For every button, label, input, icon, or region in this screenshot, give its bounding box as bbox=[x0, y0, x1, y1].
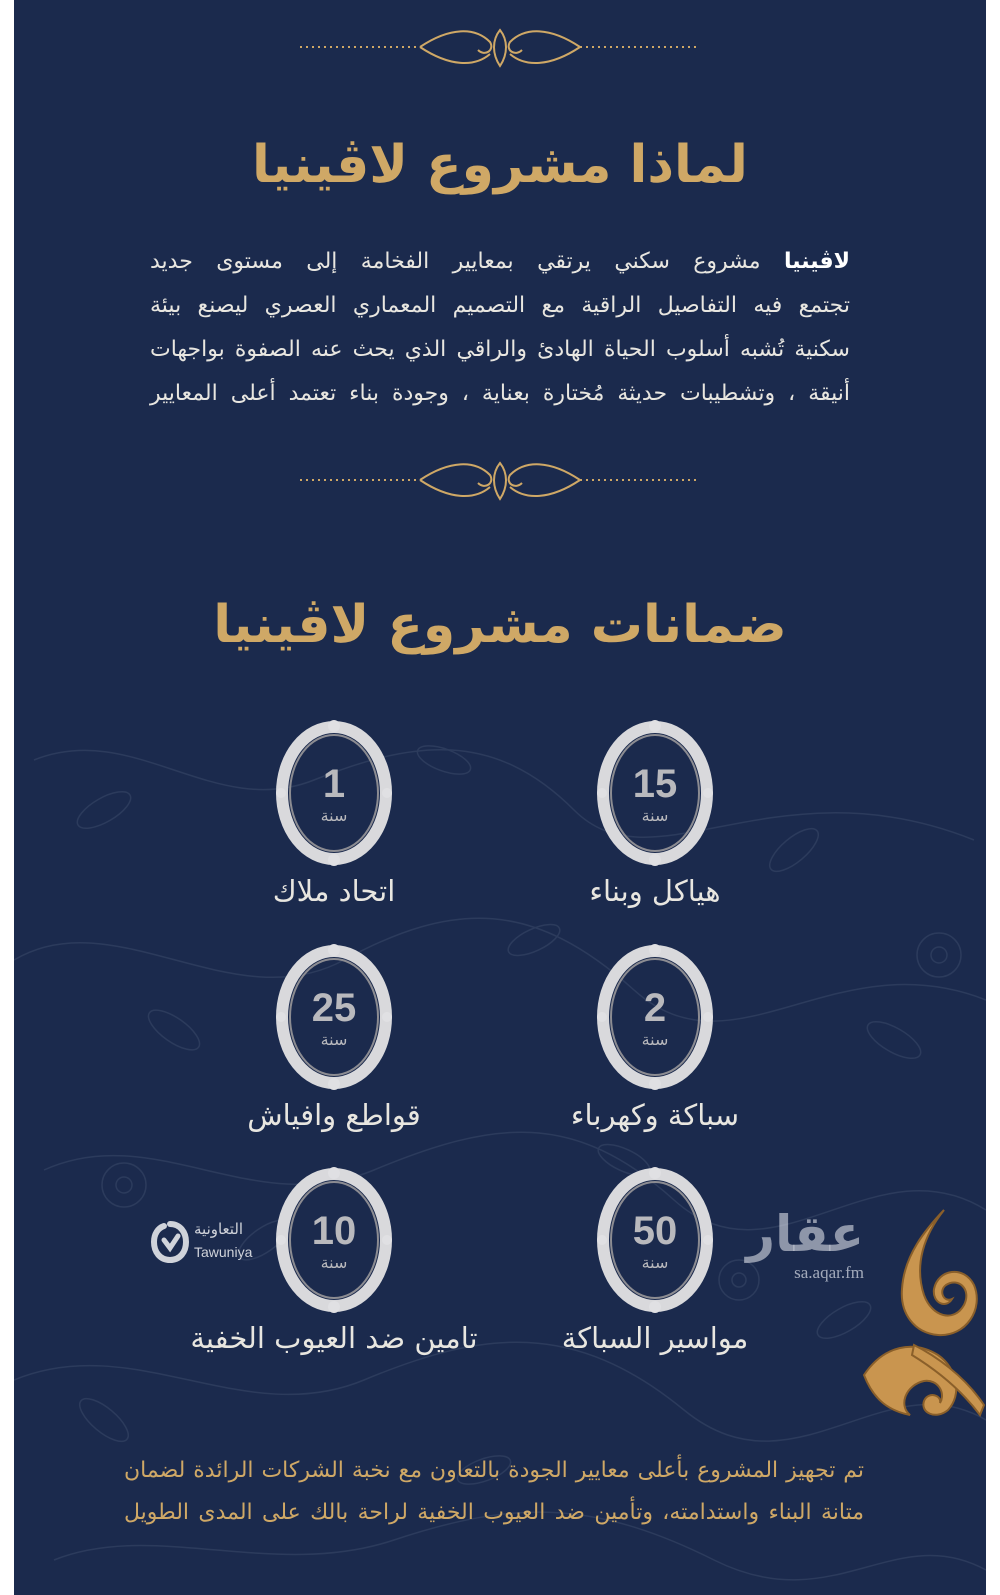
guarantee-unit: سنة bbox=[320, 1030, 348, 1049]
guarantee-unit: سنة bbox=[641, 1253, 669, 1272]
guarantee-item bbox=[505, 718, 805, 908]
guarantee-label: تامين ضد العيوب الخفية bbox=[190, 1321, 478, 1355]
gold-ornament-divider bbox=[300, 22, 700, 72]
watermark-brand: عقار bbox=[746, 1205, 864, 1263]
intro-brand-name: لاڤينيا bbox=[784, 249, 850, 274]
intro-line-1 bbox=[150, 240, 850, 284]
gold-ornament-divider bbox=[300, 455, 700, 505]
intro-line-2: تجتمع فيه التفاصيل الراقية مع التصميم المعماري العصري ليصنع بيئة bbox=[150, 293, 850, 318]
guarantee-years: 15 bbox=[632, 762, 678, 806]
oval-frame-icon bbox=[272, 942, 396, 1092]
gold-scroll-ornament bbox=[854, 1205, 986, 1420]
tawuniya-name-en: Tawuniya bbox=[194, 1244, 253, 1260]
oval-frame-icon bbox=[593, 718, 717, 868]
oval-frame-icon bbox=[272, 718, 396, 868]
why-section-title: لماذا مشروع لاڤينيا bbox=[252, 135, 748, 195]
intro-line-4: أنيقة ، وتشطيبات حديثة مُختارة بعناية ، وجودة بناء تعتمد أعلى المعايير bbox=[150, 381, 850, 406]
tawuniya-logo bbox=[150, 1220, 280, 1270]
guarantee-unit: سنة bbox=[641, 1030, 669, 1049]
footer-paragraph bbox=[124, 1450, 864, 1534]
guarantees-section-title: ضمانات مشروع لاڤينيا bbox=[213, 595, 787, 655]
footer-line-2: متانة البناء واستدامته، وتأمين ضد العيوب الخفية لراحة بالك على المدى الطويل bbox=[124, 1500, 864, 1525]
footer-line-1: تم تجهيز المشروع بأعلى معايير الجودة بالتعاون مع نخبة الشركات الرائدة لضمان bbox=[124, 1458, 864, 1483]
guarantee-item bbox=[505, 942, 805, 1132]
guarantee-years: 2 bbox=[643, 986, 667, 1030]
guarantee-label: مواسير السباكة bbox=[561, 1321, 749, 1355]
guarantee-item bbox=[184, 942, 484, 1132]
guarantee-label: قواطع وافياش bbox=[247, 1098, 421, 1132]
intro-line-1-text: مشروع سكني يرتقي بمعايير الفخامة إلى مستوى جديد bbox=[150, 249, 761, 274]
oval-frame-icon bbox=[593, 1165, 717, 1315]
intro-line-3: سكنية تُشبه أسلوب الحياة الهادئ والراقي الذي يحث عنه الصفوة بواجهات bbox=[150, 337, 850, 362]
brochure-page bbox=[14, 0, 986, 1595]
guarantee-item bbox=[184, 718, 484, 908]
oval-frame-icon bbox=[272, 1165, 396, 1315]
oval-frame-icon bbox=[593, 942, 717, 1092]
guarantee-years: 10 bbox=[311, 1209, 357, 1253]
guarantee-label: هياكل وبناء bbox=[589, 874, 721, 908]
guarantee-unit: سنة bbox=[641, 806, 669, 825]
guarantee-years: 25 bbox=[311, 986, 357, 1030]
tawuniya-name-ar: التعاونية bbox=[194, 1220, 244, 1238]
guarantee-label: اتحاد ملاك bbox=[272, 874, 396, 908]
watermark-url: sa.aqar.fm bbox=[794, 1263, 864, 1282]
guarantee-unit: سنة bbox=[320, 806, 348, 825]
guarantee-years: 50 bbox=[632, 1209, 678, 1253]
project-intro-paragraph bbox=[150, 240, 850, 416]
guarantee-years: 1 bbox=[322, 762, 346, 806]
tawuniya-logo-icon bbox=[150, 1220, 190, 1264]
guarantee-unit: سنة bbox=[320, 1253, 348, 1272]
guarantee-label: سباكة وكهرباء bbox=[570, 1098, 740, 1132]
aqar-watermark bbox=[704, 1205, 864, 1295]
